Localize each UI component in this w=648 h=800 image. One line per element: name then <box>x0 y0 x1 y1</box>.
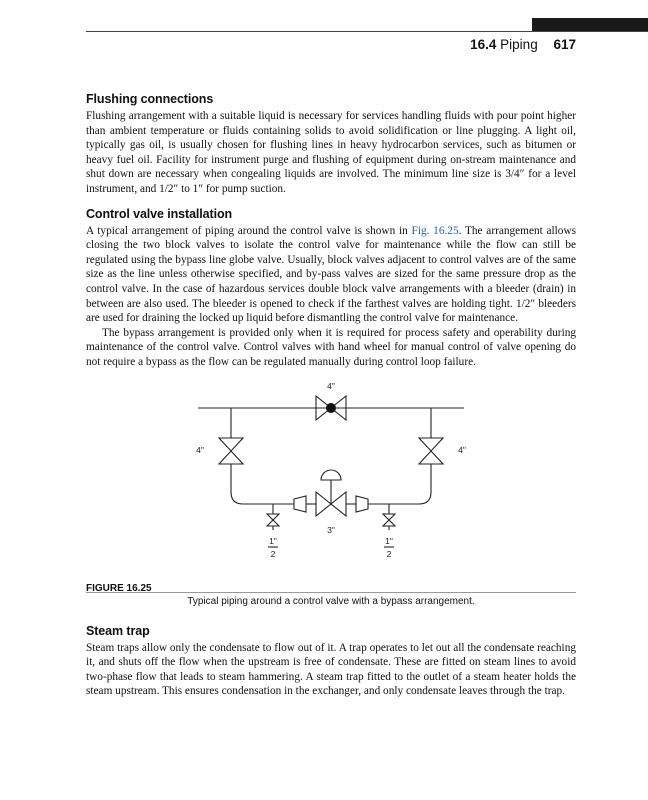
figure-rule <box>86 592 576 593</box>
right-drain-valve-top <box>383 514 395 520</box>
figure-label: FIGURE 16.25 <box>86 582 152 594</box>
right-drain-valve-bottom <box>383 520 395 526</box>
label-drain-right-den: 2 <box>386 548 392 559</box>
control-valve-right <box>331 492 346 516</box>
section-number: 16.4 <box>470 37 497 52</box>
text-segment: . The arrangement allows closing the two block valves to isolate the control valve for maintenance while the flow can still be regulated using the bypass line globe valve. Usually, block valves adjacent to control valves are of the same size as the line unless otherwise specified, and by-pass valves are sized for the same pressure drop as the control valve. In the case of hazardous services double block valve arrangements with a bleeder (drain) in between are also used. The bleeder is opened to check if the farthest valves are holding tight. 1/2″ bleeders are used for draining the locked up liquid before dismantling the control valve for maintenance. <box>86 224 577 325</box>
globe-valve-disc <box>326 403 336 413</box>
actuator-dome <box>321 470 341 480</box>
label-drain-left-num: 1" <box>269 535 277 546</box>
label-drain-left-den: 2 <box>270 548 276 559</box>
page-number: 617 <box>553 37 576 52</box>
right-block-valve-top <box>419 438 443 451</box>
label-bypass-size: 4" <box>327 380 335 391</box>
label-right-block-size: 4" <box>458 444 466 455</box>
label-drain-right-num: 1" <box>385 535 393 546</box>
header-rule <box>86 31 648 32</box>
heading-steam-trap: Steam trap <box>86 623 150 638</box>
section-title: Piping <box>500 37 538 52</box>
control-valve-left <box>316 492 331 516</box>
right-reducer <box>356 496 368 512</box>
label-control-valve-size: 3" <box>327 524 335 535</box>
figure-caption: Typical piping around a control valve with a bypass arrangement. <box>187 595 475 607</box>
piping-diagram <box>186 380 476 580</box>
text-segment: A typical arrangement of piping around the control valve is shown in <box>86 224 412 237</box>
left-bend <box>231 492 243 504</box>
page-content <box>86 92 576 699</box>
left-drain-valve-top <box>267 514 279 520</box>
paragraph-steam-trap: Steam traps allow only the condensate to flow out of it. A trap operates to let out all the condensate reaching it, and shuts off the flow when the upstream is free of condensate. These are fitted on steam lines to avoid two-phase flow that leads to steam hammering. A steam trap fitted to the outlet of a steam heater holds the steam upstream. This ensures condensation in the exchanger, and only condensate leaves through the trap. <box>86 641 576 698</box>
heading-control-valve: Control valve installation <box>86 206 233 221</box>
paragraph-control-valve-2: The bypass arrangement is provided only when it is required for process safety and operability during maintenance of the control valve. Control valves with hand wheel for manual control of valve opening do not require a bypass as the flow can be regulated manually during control loop failure. <box>86 326 576 368</box>
label-left-block-size: 4" <box>196 444 204 455</box>
right-block-valve-bottom <box>419 451 443 464</box>
paragraph-flushing: Flushing arrangement with a suitable liquid is necessary for services handling fluids with pour point higher than ambient temperature or fluids containing solids to avoid solidification or line plugging. A light oil, typically gas oil, is usually chosen for flushing lines in heavy hydrocarbon services, such as bitumen or heavy fuel oil. Facility for instrument purge and flushing of equipment during on-stream maintenance and shut down are necessary when congealing liquids are involved. The minimum line size is 3/4″ for a level instrument, and 1/2″ to 1″ for pump suction. <box>86 110 576 195</box>
running-head <box>470 37 576 52</box>
left-block-valve-bottom <box>219 451 243 464</box>
left-drain-valve-bottom <box>267 520 279 526</box>
header-bar <box>532 18 648 32</box>
paragraph-control-valve-1 <box>86 224 576 326</box>
heading-flushing: Flushing connections <box>86 92 214 106</box>
figure-link[interactable]: Fig. 16.25 <box>411 224 459 237</box>
figure-16-25 <box>86 380 576 592</box>
right-bend <box>419 492 431 504</box>
left-block-valve-top <box>219 438 243 451</box>
left-reducer <box>294 496 306 512</box>
